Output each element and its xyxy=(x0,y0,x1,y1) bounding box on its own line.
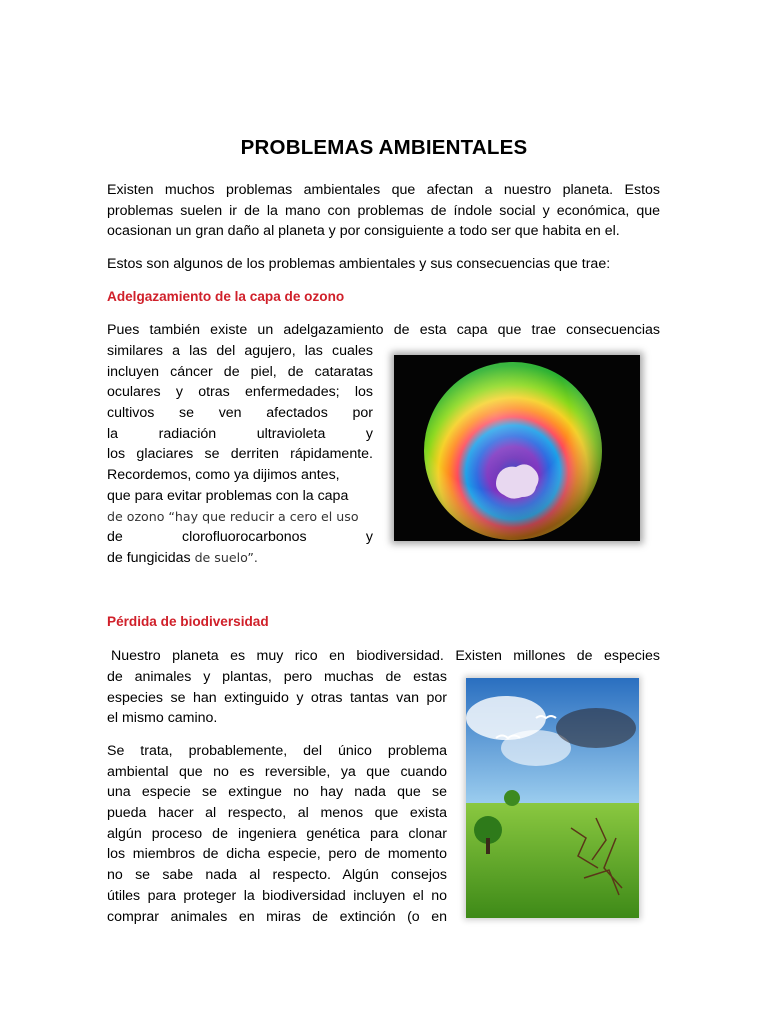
bio-line: de animales y plantas, pero muchas de estas xyxy=(107,669,447,685)
biodiversity-paragraph xyxy=(107,646,660,667)
ozone-quote-line xyxy=(107,507,373,528)
ozone-line: los glaciares se derriten rápidamente. xyxy=(107,446,373,463)
ozone-line: incluyen cáncer de piel, de cataratas xyxy=(107,363,373,380)
intro-line: problemas suelen ir de la mano con problemas de índole social y económica, que xyxy=(107,202,660,219)
bio2-line: los miembros de dicha especie, pero de momento xyxy=(107,846,447,863)
ozone-last-b: de suelo”. xyxy=(194,549,258,565)
section-heading-biodiversity: Pérdida de biodiversidad xyxy=(107,614,269,629)
bio-line: Nuestro planeta es muy rico en biodiversidad. Existen millones de especies xyxy=(111,648,660,664)
list-intro xyxy=(107,254,660,275)
bio2-line: una especie se extingue no hay nada que se xyxy=(107,784,447,801)
biodiversity-paragraph-wrapped xyxy=(107,667,447,729)
ozone-paragraph-wrapped xyxy=(107,341,373,569)
ozone-globe-image xyxy=(394,355,640,541)
ozone-last-a: de fungicidas xyxy=(107,549,191,566)
ozone-last-line xyxy=(107,548,373,569)
intro-line: Existen muchos problemas ambientales que afectan a nuestro planeta. Estos xyxy=(107,182,660,198)
ozone-line: oculares y otras enfermedades; los xyxy=(107,384,373,401)
ozone-line: Pues también existe un adelgazamiento de esta capa que trae consecuencias xyxy=(107,322,660,338)
page-title: PROBLEMAS AMBIENTALES xyxy=(240,136,528,159)
ozone-line: Recordemos, como ya dijimos antes, xyxy=(107,467,340,484)
bio-line: especies se han extinguido y otras tantas van por xyxy=(107,689,447,706)
ozone-quote-b: “hay que reducir a cero el uso xyxy=(168,508,359,524)
ozone-cfc-line xyxy=(107,527,373,548)
ozone-line: la radiación ultravioleta y xyxy=(107,425,373,442)
ozone-y: y xyxy=(365,529,373,546)
section-heading-ozone: Adelgazamiento de la capa de ozono xyxy=(107,289,345,304)
intro-line: ocasionan un gran daño al planeta y por consiguiente a todo ser que habita en el. xyxy=(107,223,620,240)
ozone-cfc: clorofluorocarbonos xyxy=(182,529,307,546)
ozone-paragraph xyxy=(107,320,660,341)
bio2-line: no se sabe nada al respecto. Algún consejos xyxy=(107,867,447,884)
ozone-line: similares a las del agujero, las cuales xyxy=(107,343,373,359)
biodiversity-paragraph-2 xyxy=(107,741,447,927)
intro-paragraph xyxy=(107,180,660,242)
green-vs-drought-image xyxy=(466,678,639,918)
bio2-line: comprar animales en miras de extinción (o en xyxy=(107,908,447,925)
ozone-quote-a: de ozono xyxy=(107,508,165,524)
list-intro-text: Estos son algunos de los problemas ambientales y sus consecuencias que trae: xyxy=(107,256,611,272)
ozone-de: de xyxy=(107,529,123,546)
bio2-line: pueda hacer al respecto, al menos que exista xyxy=(107,805,447,822)
bio-line: el mismo camino. xyxy=(107,710,218,727)
bio2-line: ambiental que no es reversible, ya que cuando xyxy=(107,763,447,780)
ozone-line: cultivos se ven afectados por xyxy=(107,405,373,422)
bio2-line: Se trata, probablemente, del único problema xyxy=(107,743,447,759)
bio2-line: útiles para proteger la biodiversidad incluyen el no xyxy=(107,887,447,904)
bio2-line: algún proceso de ingeniera genética para clonar xyxy=(107,825,447,842)
ozone-line: que para evitar problemas con la capa xyxy=(107,487,349,504)
